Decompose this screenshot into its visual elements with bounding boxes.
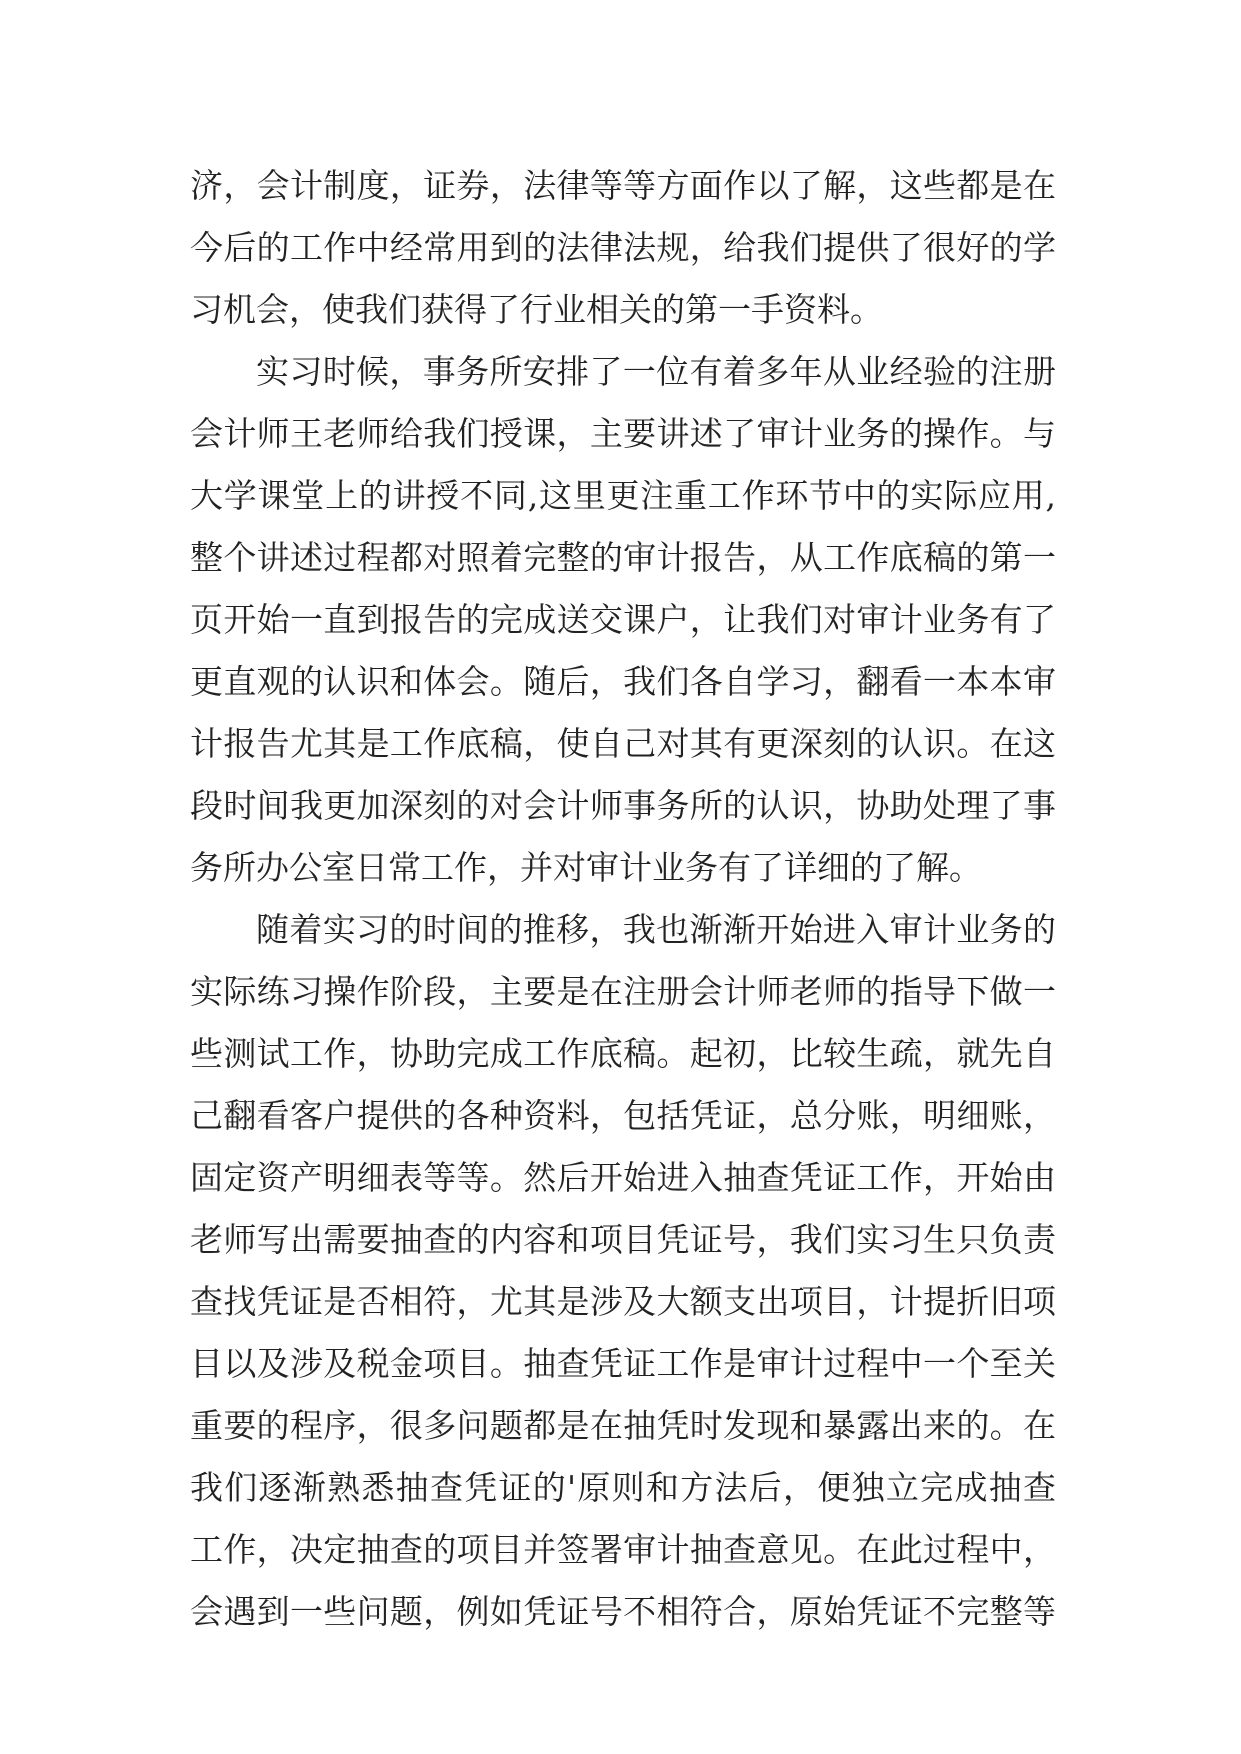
text-line: 实习时候，事务所安排了一位有着多年从业经验的注册 (256, 352, 1056, 391)
text-line: 今后的工作中经常用到的法律法规，给我们提供了很好的学 (190, 228, 1056, 267)
text-line: 段时间我更加深刻的对会计师事务所的认识，协助处理了事 (190, 786, 1056, 825)
text-line: 计报告尤其是工作底稿，使自己对其有更深刻的认识。在这 (190, 724, 1056, 763)
text-line: 老师写出需要抽查的内容和项目凭证号，我们实习生只负责 (190, 1220, 1056, 1259)
text-line: 更直观的认识和体会。随后，我们各自学习，翻看一本本审 (190, 662, 1056, 701)
text-line: 些测试工作，协助完成工作底稿。起初，比较生疏，就先自 (190, 1034, 1056, 1073)
text-line: 实际练习操作阶段，主要是在注册会计师老师的指导下做一 (190, 972, 1056, 1011)
paragraph-3 (190, 899, 1056, 1643)
text-line: 我们逐渐熟悉抽查凭证的'原则和方法后，便独立完成抽查 (190, 1468, 1056, 1507)
text-line: 工作，决定抽查的项目并签署审计抽查意见。在此过程中， (190, 1530, 1056, 1569)
text-line: 随着实习的时间的推移，我也渐渐开始进入审计业务的 (256, 910, 1056, 949)
text-line: 习机会，使我们获得了行业相关的第一手资料。 (190, 290, 883, 329)
paragraph-1 (190, 155, 1056, 341)
paragraph-2 (190, 341, 1056, 899)
text-line: 重要的程序，很多问题都是在抽凭时发现和暴露出来的。在 (190, 1406, 1056, 1445)
text-line: 务所办公室日常工作，并对审计业务有了详细的了解。 (190, 848, 982, 887)
text-line: 整个讲述过程都对照着完整的审计报告，从工作底稿的第一 (190, 538, 1056, 577)
text-line: 会计师王老师给我们授课，主要讲述了审计业务的操作。与 (190, 414, 1056, 453)
text-line: 会遇到一些问题，例如凭证号不相符合，原始凭证不完整等 (190, 1592, 1056, 1631)
text-line: 查找凭证是否相符，尤其是涉及大额支出项目，计提折旧项 (190, 1282, 1056, 1321)
text-line: 济，会计制度，证券，法律等等方面作以了解，这些都是在 (190, 166, 1056, 205)
text-line: 己翻看客户提供的各种资料，包括凭证，总分账，明细账， (190, 1096, 1056, 1135)
text-line: 页开始一直到报告的完成送交课户，让我们对审计业务有了 (190, 600, 1056, 639)
text-line: 固定资产明细表等等。然后开始进入抽查凭证工作，开始由 (190, 1158, 1056, 1197)
text-line: 大学课堂上的讲授不同,这里更注重工作环节中的实际应用, (190, 476, 1056, 515)
document-body (190, 155, 1056, 1643)
text-line: 目以及涉及税金项目。抽查凭证工作是审计过程中一个至关 (190, 1344, 1056, 1383)
